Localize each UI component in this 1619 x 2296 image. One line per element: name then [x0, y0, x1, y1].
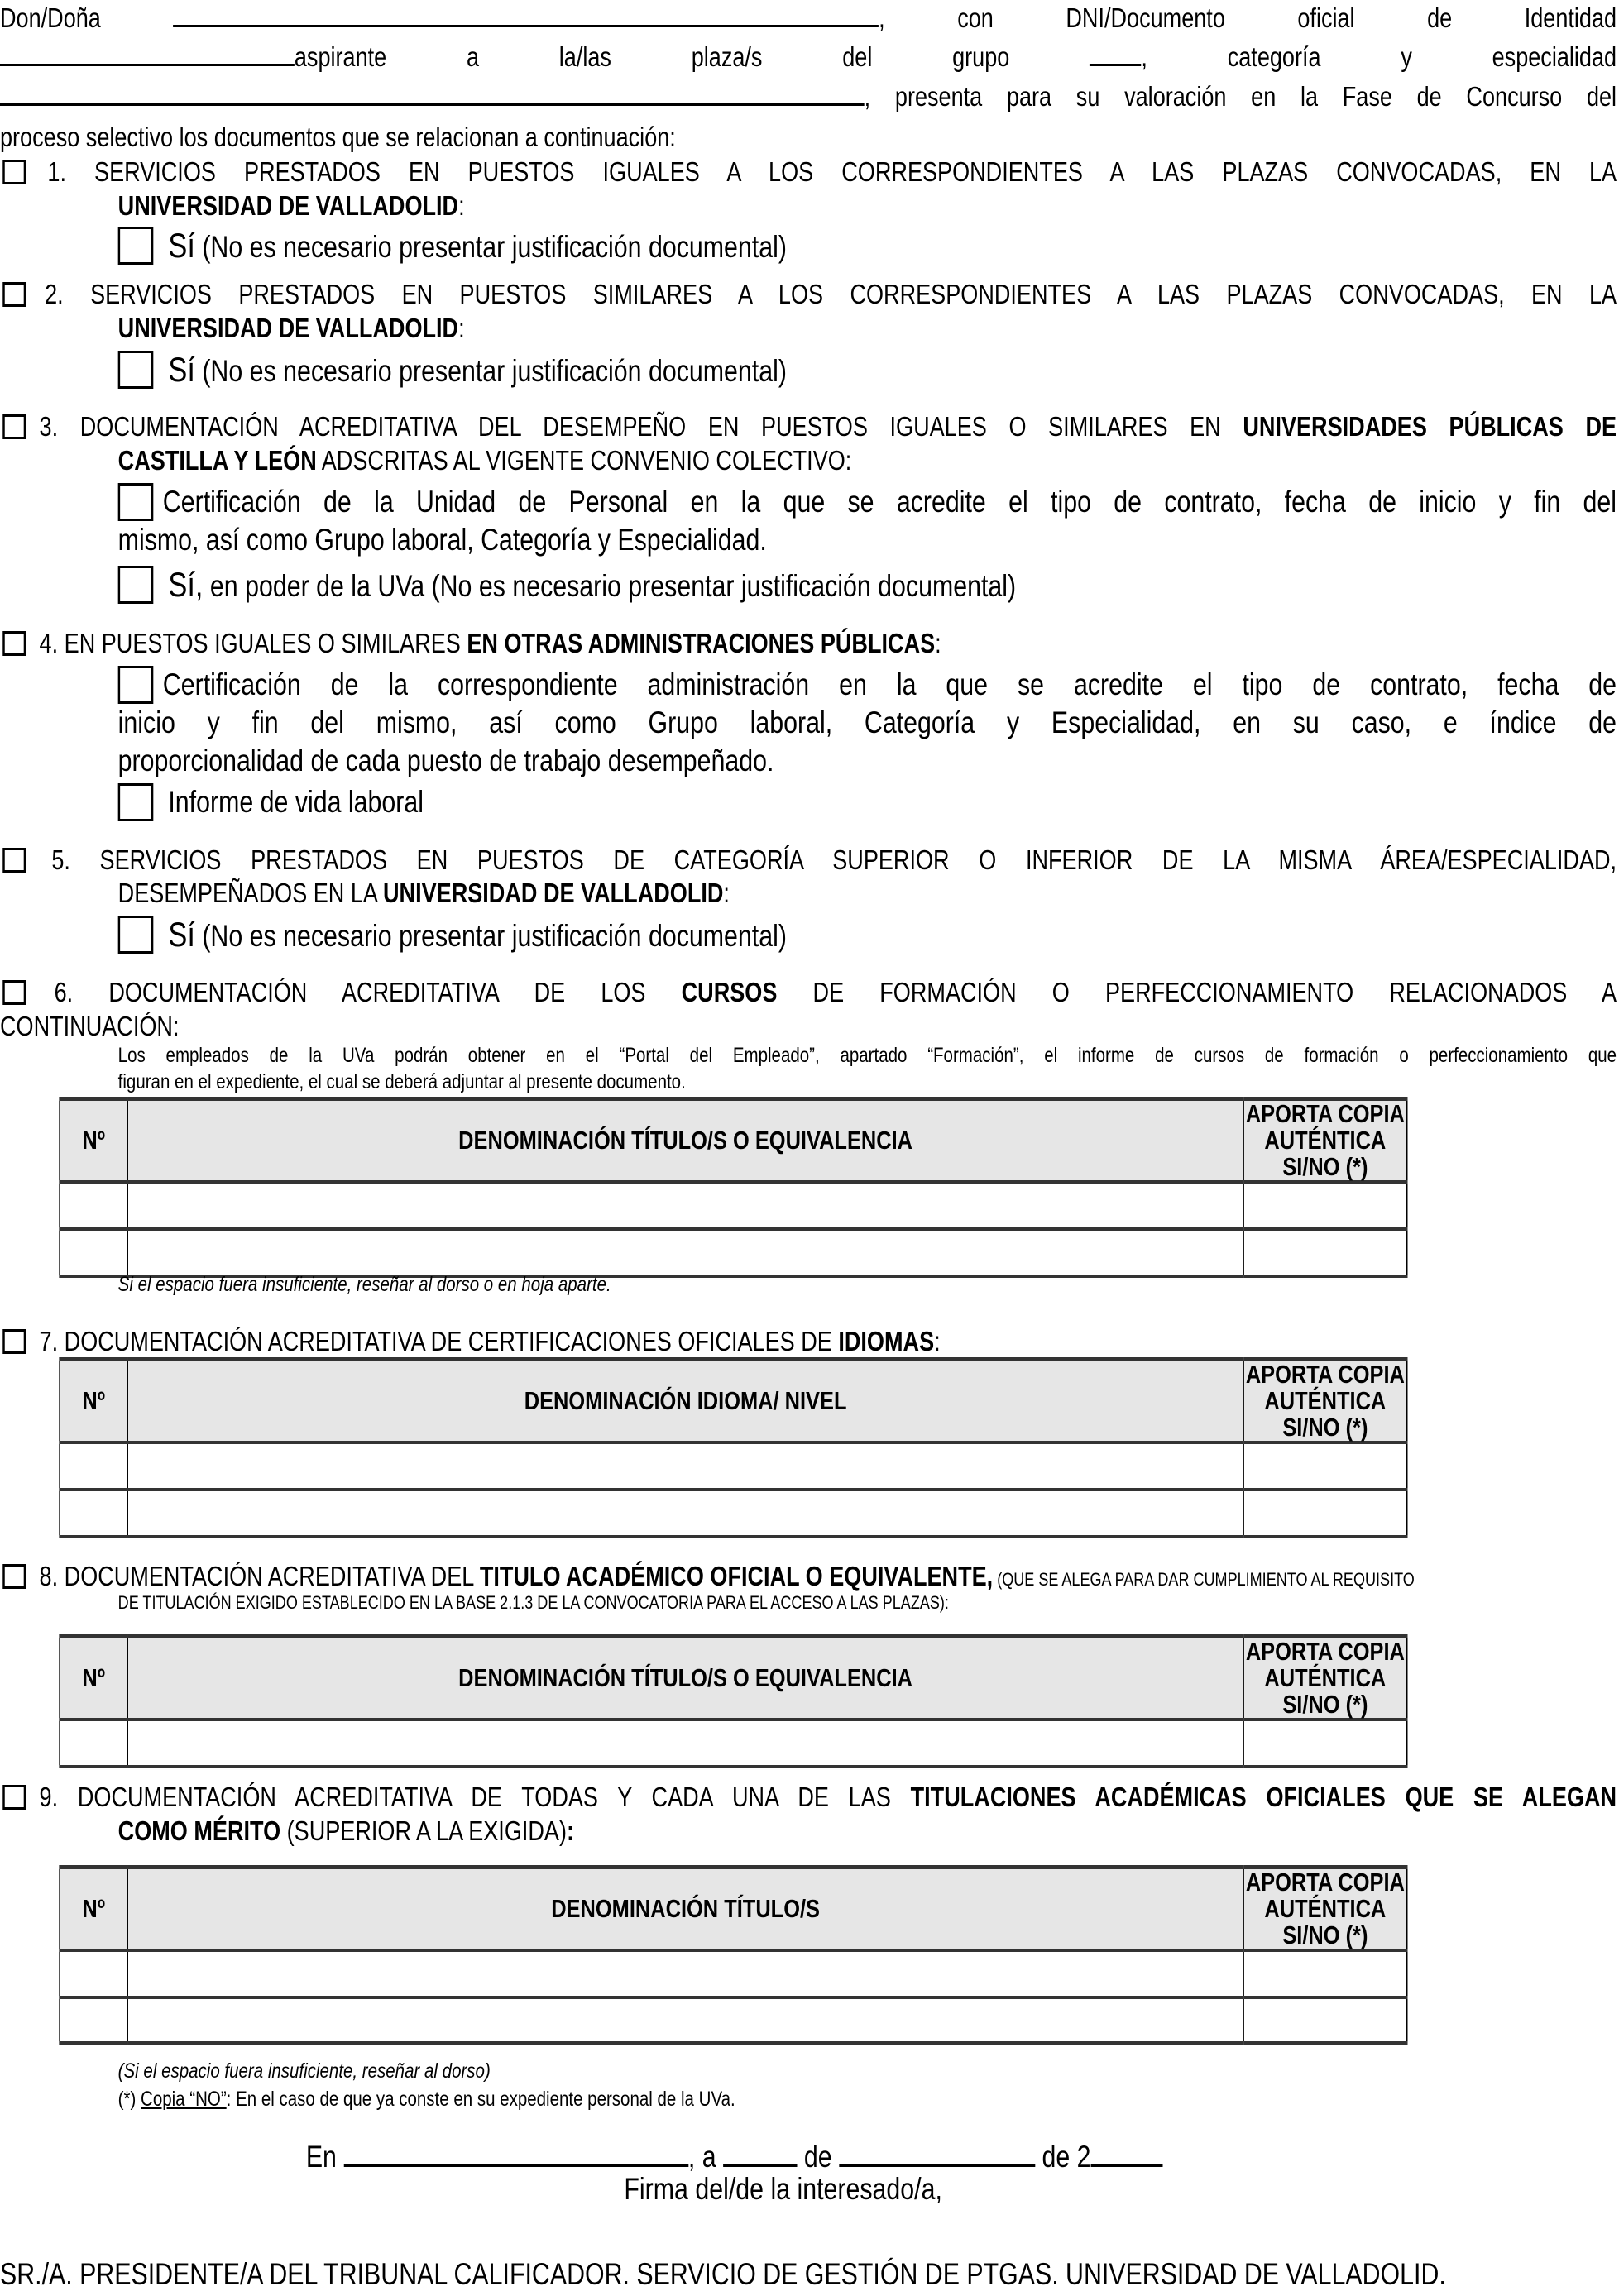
cell-copia[interactable]	[1243, 1442, 1407, 1490]
item-6-note-line-2: figuran en el expediente, el cual se deberá adjuntar al presente documento.	[117, 1070, 686, 1093]
item-4-checkbox[interactable]	[2, 631, 26, 656]
item-5-si-label: Sí (No es necesario presentar justificación documental)	[168, 915, 787, 954]
item-4-cert-checkbox[interactable]	[118, 666, 154, 704]
item-1-title: 1. SERVICIOS PRESTADOS EN PUESTOS IGUALES A LOS CORRESPONDIENTES A LAS PLAZAS CONVOCADAS, EN LA	[47, 156, 1617, 187]
cell-copia[interactable]	[1243, 1229, 1407, 1276]
table-row	[60, 1997, 1407, 2043]
table-header	[60, 1868, 1407, 1951]
place-field[interactable]	[343, 2140, 688, 2167]
month-field[interactable]	[839, 2140, 1035, 2167]
item-2-si-label: Sí (No es necesario presentar justificación documental)	[168, 350, 787, 389]
item-6-after-note: Si el espacio fuera insuficiente, reseñar al dorso o en hoja aparte.	[117, 1273, 611, 1296]
item-4-informe-checkbox[interactable]	[118, 783, 154, 821]
item-6-title-2: CONTINUACIÓN:	[0, 1011, 180, 1041]
table-row	[60, 1182, 1407, 1229]
col-denominacion: DENOMINACIÓN IDIOMA/ NIVEL	[127, 1360, 1243, 1443]
item-2-checkbox[interactable]	[2, 282, 26, 307]
aspirante-label: aspirante a la/las plaza/s del grupo	[294, 41, 1010, 72]
copy-note: (*) Copia “NO”: En el caso de que ya conste en su expediente personal de la UVa.	[117, 2088, 735, 2111]
item-7-title: 7. DOCUMENTACIÓN ACREDITATIVA DE CERTIFICACIONES OFICIALES DE IDIOMAS:	[39, 1326, 941, 1356]
item-6-note-line-1: Los empleados de la UVa podrán obtener en el “Portal del Empleado”, apartado “Formación”, el informe de cursos de formación o perfeccionamiento que	[117, 1044, 1617, 1067]
item-9-checkbox[interactable]	[2, 1785, 26, 1810]
intro-line-3	[0, 79, 1617, 115]
categoria-label: , categoría y especialidad	[1141, 41, 1617, 72]
col-aporta-copia: APORTA COPIA AUTÉNTICA SI/NO (*)	[1243, 1099, 1407, 1183]
table-row	[60, 1950, 1407, 1997]
item-2-title-2: UNIVERSIDAD DE VALLADOLID:	[117, 313, 465, 343]
table-header	[60, 1637, 1407, 1720]
cell-denominacion[interactable]	[127, 1997, 1243, 2043]
cell-copia[interactable]	[1243, 1950, 1407, 1997]
item-3-checkbox[interactable]	[2, 414, 26, 439]
item-1-si-checkbox[interactable]	[118, 227, 154, 265]
item-4-title: 4. EN PUESTOS IGUALES O SIMILARES EN OTRAS ADMINISTRACIONES PÚBLICAS:	[39, 628, 941, 658]
cell-no[interactable]	[60, 1950, 127, 1997]
signature-label: Firma del/de la interesado/a,	[624, 2172, 942, 2206]
item-1-title-2: UNIVERSIDAD DE VALLADOLID:	[117, 190, 465, 221]
cell-no[interactable]	[60, 1997, 127, 2043]
col-aporta-copia: APORTA COPIA AUTÉNTICA SI/NO (*)	[1243, 1360, 1407, 1443]
dni-field[interactable]	[0, 39, 295, 66]
col-aporta-copia: APORTA COPIA AUTÉNTICA SI/NO (*)	[1243, 1868, 1407, 1951]
recipient-line: SR./A. PRESIDENTE/A DEL TRIBUNAL CALIFICADOR. SERVICIO DE GESTIÓN DE PTGAS. UNIVERSIDAD DE VALLADOLID.	[0, 2257, 1446, 2291]
dni-label: , con DNI/Documento oficial de Identidad	[879, 2, 1617, 33]
table-row	[60, 1229, 1407, 1276]
languages-table	[59, 1357, 1407, 1538]
cell-copia[interactable]	[1243, 1720, 1407, 1767]
item-3-cert-line-2: mismo, así como Grupo laboral, Categoría y Especialidad.	[117, 523, 767, 557]
item-1-checkbox[interactable]	[2, 160, 26, 184]
cell-denominacion[interactable]	[127, 1950, 1243, 1997]
cell-no[interactable]	[60, 1720, 127, 1767]
presenta-label: , presenta para su valoración en la Fase de Concurso del	[864, 81, 1617, 112]
item-5-si-checkbox[interactable]	[118, 916, 154, 954]
table-header	[60, 1360, 1407, 1443]
table-header	[60, 1099, 1407, 1183]
cell-denominacion[interactable]	[127, 1720, 1243, 1767]
space-note: (Si el espacio fuera insuficiente, reseñar al dorso)	[117, 2059, 491, 2083]
item-5-checkbox[interactable]	[2, 848, 26, 873]
intro-line-2	[0, 39, 1617, 75]
col-denominacion: DENOMINACIÓN TÍTULO/S O EQUIVALENCIA	[127, 1637, 1243, 1720]
intro-line-1	[0, 0, 1617, 36]
don-label: Don/Doña	[0, 2, 101, 33]
table-row	[60, 1442, 1407, 1490]
cell-no[interactable]	[60, 1442, 127, 1490]
table-row	[60, 1720, 1407, 1767]
cell-denominacion[interactable]	[127, 1229, 1243, 1276]
item-4-cert-line-3: proporcionalidad de cada puesto de trabajo desempeñado.	[117, 744, 774, 777]
academic-title-table	[59, 1634, 1407, 1768]
item-3-si-checkbox[interactable]	[118, 566, 154, 604]
col-denominacion: DENOMINACIÓN TÍTULO/S	[127, 1868, 1243, 1951]
item-9-title: 9. DOCUMENTACIÓN ACREDITATIVA DE TODAS Y CADA UNA DE LAS TITULACIONES ACADÉMICAS OFICIALES QUE SE ALEGAN	[39, 1782, 1617, 1812]
item-5-title: 5. SERVICIOS PRESTADOS EN PUESTOS DE CATEGORÍA SUPERIOR O INFERIOR DE LA MISMA ÁREA/ESPECIALIDAD,	[51, 844, 1617, 875]
col-aporta-copia: APORTA COPIA AUTÉNTICA SI/NO (*)	[1243, 1637, 1407, 1720]
cell-denominacion[interactable]	[127, 1490, 1243, 1537]
col-denominacion: DENOMINACIÓN TÍTULO/S O EQUIVALENCIA	[127, 1099, 1243, 1183]
categoria-field[interactable]	[0, 79, 865, 106]
item-3-title-2: CASTILLA Y LEÓN ADSCRITAS AL VIGENTE CONVENIO COLECTIVO:	[117, 445, 852, 476]
item-3-si-label: Sí, en poder de la UVa (No es necesario presentar justificación documental)	[168, 565, 1017, 604]
col-no: Nº	[60, 1360, 127, 1443]
item-8-title-2: DE TITULACIÓN EXIGIDO ESTABLECIDO EN LA BASE 2.1.3 DE LA CONVOCATORIA PARA EL ACCESO A LAS PLAZAS):	[117, 1592, 949, 1613]
cell-no[interactable]	[60, 1229, 127, 1276]
item-4-cert-line-1: Certificación de la correspondiente administración en la que se acredite el tipo de contrato, fecha de	[162, 667, 1617, 701]
name-field[interactable]	[173, 0, 879, 27]
day-field[interactable]	[723, 2140, 797, 2167]
item-7-checkbox[interactable]	[2, 1329, 26, 1354]
courses-table	[59, 1097, 1407, 1278]
year-field[interactable]	[1091, 2140, 1163, 2167]
item-9-title-2: COMO MÉRITO (SUPERIOR A LA EXIGIDA):	[117, 1815, 575, 1846]
cell-copia[interactable]	[1243, 1997, 1407, 2043]
item-1-si-label: Sí (No es necesario presentar justificación documental)	[168, 226, 787, 265]
item-8-title: 8. DOCUMENTACIÓN ACREDITATIVA DEL TITULO ACADÉMICO OFICIAL O EQUIVALENTE, (QUE SE ALEGA PARA DAR CUMPLIMIENTO AL REQUISITO	[39, 1561, 1415, 1591]
col-no: Nº	[60, 1868, 127, 1951]
cell-denominacion[interactable]	[127, 1182, 1243, 1229]
cell-copia[interactable]	[1243, 1182, 1407, 1229]
item-6-title: 6. DOCUMENTACIÓN ACREDITATIVA DE LOS CURSOS DE FORMACIÓN O PERFECCIONAMIENTO RELACIONADOS A	[54, 977, 1617, 1007]
item-6-checkbox[interactable]	[2, 980, 26, 1005]
col-no: Nº	[60, 1637, 127, 1720]
cell-denominacion[interactable]	[127, 1442, 1243, 1490]
table-row	[60, 1490, 1407, 1537]
item-8-checkbox[interactable]	[2, 1564, 26, 1589]
merit-titles-table	[59, 1865, 1407, 2045]
item-3-title: 3. DOCUMENTACIÓN ACREDITATIVA DEL DESEMPEÑO EN PUESTOS IGUALES O SIMILARES EN UNIVERSIDADES PÚBLICAS DE	[39, 411, 1617, 442]
item-4-informe-label: Informe de vida laboral	[168, 785, 424, 819]
item-3-cert-checkbox[interactable]	[118, 483, 154, 521]
item-3-cert-line-1: Certificación de la Unidad de Personal en la que se acredite el tipo de contrato, fecha de inicio y fin del	[162, 485, 1617, 519]
cell-copia[interactable]	[1243, 1490, 1407, 1537]
item-5-title-2: DESEMPEÑADOS EN LA UNIVERSIDAD DE VALLADOLID:	[117, 878, 730, 908]
cell-no[interactable]	[60, 1182, 127, 1229]
cell-no[interactable]	[60, 1490, 127, 1537]
item-2-si-checkbox[interactable]	[118, 351, 154, 389]
item-4-cert-line-2: inicio y fin del mismo, así como Grupo laboral, Categoría y Especialidad, en su caso, e índice de	[117, 706, 1617, 739]
col-no: Nº	[60, 1099, 127, 1183]
item-2-title: 2. SERVICIOS PRESTADOS EN PUESTOS SIMILARES A LOS CORRESPONDIENTES A LAS PLAZAS CONVOCADAS, EN LA	[45, 279, 1617, 309]
place-date-line: En , a de de 2	[306, 2139, 1324, 2175]
intro-line-4: proceso selectivo los documentos que se relacionan a continuación:	[0, 122, 676, 152]
grupo-field[interactable]	[1090, 39, 1141, 66]
